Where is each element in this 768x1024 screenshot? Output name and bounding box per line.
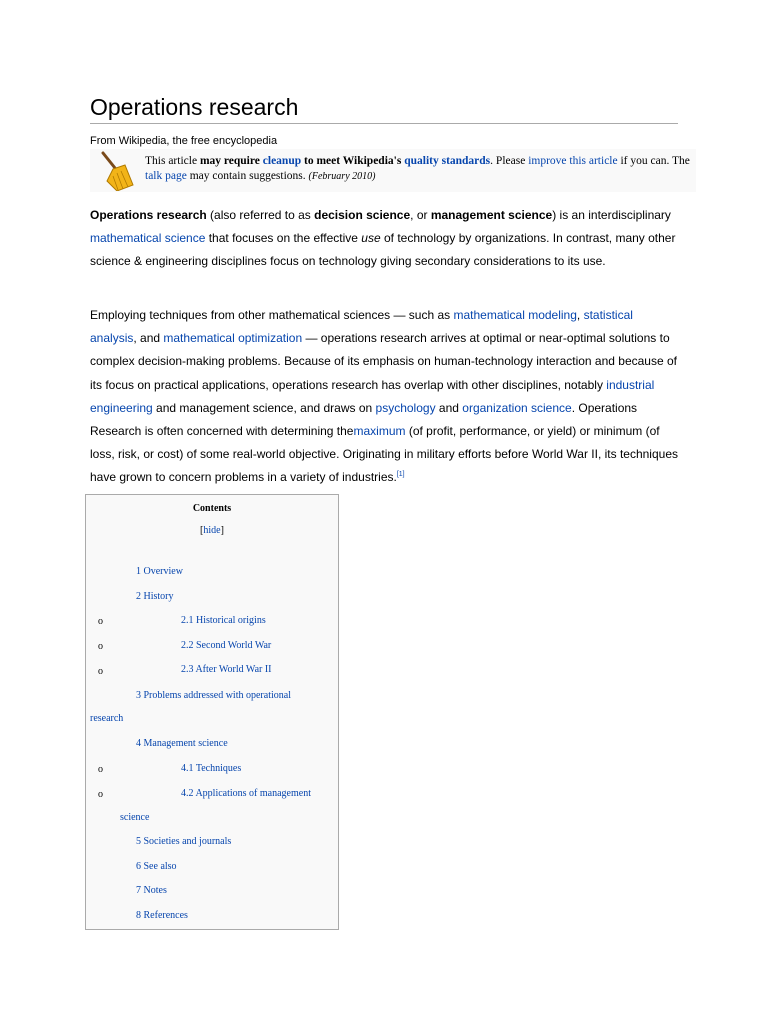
page-title: Operations research xyxy=(90,94,678,124)
talk-page-link[interactable]: talk page xyxy=(145,170,187,182)
intro-paragraph xyxy=(90,204,680,274)
toc-item-techniques[interactable]: 4.1 Techniques xyxy=(181,763,242,774)
mathematical-science-link[interactable]: mathematical science xyxy=(90,231,206,246)
toc-item-after-world-war-ii[interactable]: 2.3 After World War II xyxy=(181,664,272,675)
mathematical-modeling-link[interactable]: mathematical modeling xyxy=(453,308,577,322)
notice-date: (February 2010) xyxy=(308,171,376,182)
toc-item-historical-origins[interactable]: 2.1 Historical origins xyxy=(181,615,266,626)
second-paragraph xyxy=(90,304,680,490)
text: (of profit, performance, or yield) or minimum (of loss, risk, or cost) of some real-world objective. Originating in military efforts before World War II, its techniques have grown to concern problems in a variety of industries. xyxy=(90,424,678,485)
toc-hide-toggle xyxy=(86,525,338,536)
bold-term: Operations research xyxy=(90,208,207,222)
text: of technology by organizations. In contrast, many other science & engineering disciplines focus on technology giving secondary considerations to its use. xyxy=(90,231,676,269)
toc-item-societies-journals[interactable]: 5 Societies and journals xyxy=(136,836,232,847)
psychology-link[interactable]: psychology xyxy=(375,400,436,415)
text: , xyxy=(576,308,584,322)
toc-item-see-also[interactable]: 6 See also xyxy=(136,861,177,872)
organization-science-link[interactable]: organization science xyxy=(462,400,572,415)
toc-item-overview[interactable]: 1 Overview xyxy=(136,566,183,577)
toc-bullet: o xyxy=(98,666,103,677)
toc-item-applications-cont[interactable]: science xyxy=(120,812,150,823)
mathematical-optimization-link[interactable]: mathematical optimization xyxy=(163,331,303,346)
text: and xyxy=(435,400,463,415)
improve-article-link[interactable]: improve this article xyxy=(528,155,618,167)
text: that focuses on the effective xyxy=(205,231,362,246)
industrial-engineering-link[interactable]: industrial engineering xyxy=(90,377,655,415)
notice-bold: to meet Wikipedia's xyxy=(301,155,405,167)
toc-item-second-world-war[interactable]: 2.2 Second World War xyxy=(181,640,272,651)
maximum-link[interactable]: maximum xyxy=(353,424,406,439)
text: — operations research arrives at optimal or near-optimal solutions to complex decision-making problems. Because of its emphasis on human-technology interaction and because of its focus on practical applications, operations research has overlap with other disciplines, notably xyxy=(90,331,677,392)
toc-item-applications[interactable]: 4.2 Applications of management xyxy=(181,788,311,799)
cleanup-notice xyxy=(90,149,696,192)
text: Employing techniques from other mathematical sciences — such as xyxy=(90,308,454,322)
reference-link[interactable]: [1] xyxy=(396,471,405,479)
toc-bullet: o xyxy=(98,789,103,800)
cleanup-link[interactable]: cleanup xyxy=(262,155,302,167)
toc-item-notes[interactable]: 7 Notes xyxy=(136,885,167,896)
toc-bullet: o xyxy=(98,641,103,652)
bracket: ] xyxy=(220,525,224,536)
emphasis: use xyxy=(361,231,381,246)
quality-standards-link[interactable]: quality standards xyxy=(404,155,491,167)
bracket: [ xyxy=(200,525,204,536)
cleanup-text xyxy=(145,154,690,184)
broom-icon xyxy=(99,151,135,191)
notice-text: . Please xyxy=(490,155,529,167)
text: , or xyxy=(410,208,431,222)
notice-bold: may require xyxy=(199,155,263,167)
text: (also referred to as xyxy=(206,208,315,222)
text: , and xyxy=(133,331,164,346)
bold-term: decision science xyxy=(314,208,411,222)
toc-item-problems-addressed[interactable]: 3 Problems addressed with operational xyxy=(136,690,291,701)
toc-item-problems-addressed-cont[interactable]: research xyxy=(90,713,124,724)
toc-bullet: o xyxy=(98,764,103,775)
notice-text: may contain suggestions. xyxy=(186,170,309,182)
toc-item-management-science[interactable]: 4 Management science xyxy=(136,738,228,749)
toc-item-references[interactable]: 8 References xyxy=(136,910,188,921)
tagline: From Wikipedia, the free encyclopedia xyxy=(90,135,278,147)
text: ) is an interdisciplinary xyxy=(552,208,671,222)
bold-term: management science xyxy=(430,208,553,222)
toc-bullet: o xyxy=(98,616,103,627)
text: . Operations Research is often concerned with determining the xyxy=(90,400,638,439)
text: and management science, and draws on xyxy=(152,400,376,415)
statistical-analysis-link[interactable]: statistical analysis xyxy=(90,308,633,346)
toc-title: Contents xyxy=(192,503,232,514)
toc-item-history[interactable]: 2 History xyxy=(136,591,174,602)
notice-text: if you can. The xyxy=(617,155,690,167)
toc-hide-link[interactable]: hide xyxy=(203,525,221,536)
notice-text: This article xyxy=(145,155,200,167)
table-of-contents xyxy=(85,494,339,930)
